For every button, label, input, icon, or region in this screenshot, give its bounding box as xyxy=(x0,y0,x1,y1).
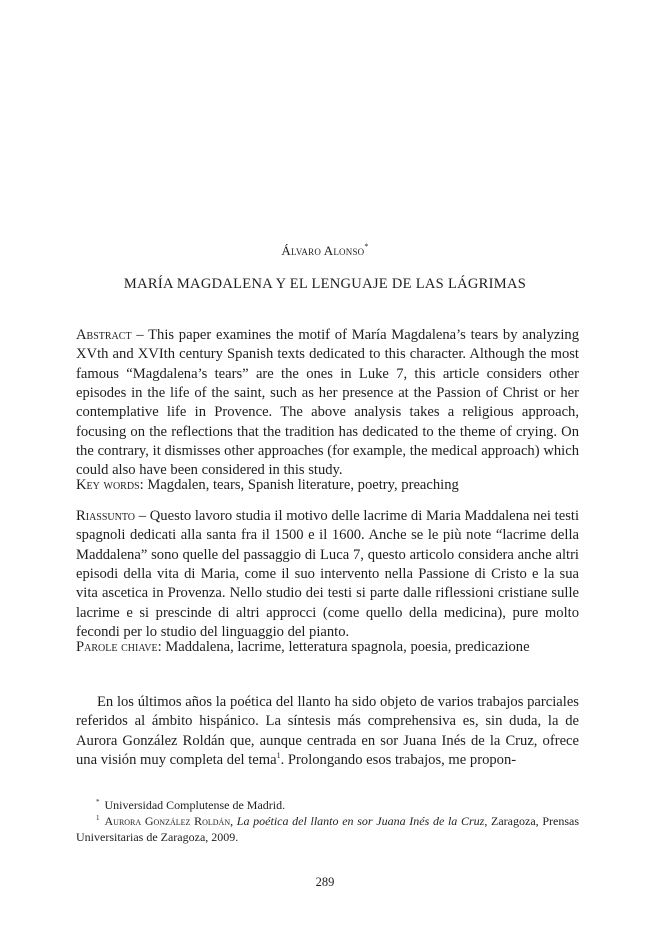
abstract-text: – This paper examines the motif of María Magdalena’s tears by analyzing XVth and XVIth century Spanish texts dedicated to this character. Although the most famous “Magdalena’s tears” are the ones in Luke 7, this article considers other episodes in the life of the saint, such as her presence at the Passion of Christ or her contemplative life in Provence. The above analysis takes a religious approach, focusing on the reflections that the tradition has dedicated to the theme of crying. On the contrary, it dismisses other approaches (for example, the medical approach) which could also have been considered in this study. xyxy=(76,327,579,479)
keywords-text: : Magdalen, tears, Spanish literature, poetry, preaching xyxy=(139,477,459,493)
footnote-affiliation xyxy=(76,797,579,813)
article-title: MARÍA MAGDALENA Y EL LENGUAJE DE LAS LÁGRIMAS xyxy=(123,276,527,292)
riassunto-text: – Questo lavoro studia il motivo delle lacrime di Maria Maddalena nei testi spagnoli dedicati alla santa fra il 1500 e il 1600. Anche se le più note “lacrime della Maddalena” sono quelle del passaggio di Luca 7, questo articolo considera anche altri episodi della vita di Maria, come il suo intervento nella Passione di Cristo e la sua vita ascetica in Provenza. Nello studio dei testi si parte dalle riflessioni cristiane sulle lacrime e si prescinde di altri approcci (come quello della medicina), pure molto fecondi per lo studio del linguaggio del pianto. xyxy=(76,508,579,641)
footnote-cited-title: La poética del llanto en sor Juana Inés de la Cruz xyxy=(236,814,485,828)
body-footnote-ref: 1 xyxy=(276,751,281,761)
footnote-1 xyxy=(76,813,579,845)
abstract-label: Abstract xyxy=(76,327,132,343)
parole-chiave-text: : Maddalena, lacrime, letteratura spagnola, poesia, predicazione xyxy=(157,639,530,655)
body-text-part1: En los últimos años la poética del llanto ha sido objeto de varios trabajos parciales referidos al ámbito hispánico. La síntesis más comprehensiva es, sin duda, la de Aurora González Roldán que, aunque centrada en sor Juana Inés de la Cruz, ofrece una visión muy completa del tema xyxy=(76,694,579,769)
parole-chiave-paragraph xyxy=(76,638,579,657)
author-line xyxy=(0,242,650,259)
keywords-paragraph xyxy=(76,476,579,495)
footnote-separator: , xyxy=(230,814,237,828)
footnote-text: Universidad Complutense de Madrid. xyxy=(104,798,286,812)
author-name: Álvaro Alonso xyxy=(281,243,365,258)
author-footnote-marker: * xyxy=(364,242,369,251)
footnotes xyxy=(76,797,579,845)
footnote-marker: * xyxy=(96,798,100,806)
riassunto-label: Riassunto xyxy=(76,508,136,524)
footnote-cited-author: Aurora González Roldán xyxy=(104,814,231,828)
footnote-citation-rest: , Zaragoza, Prensas Universitarias de Zaragoza, 2009. xyxy=(76,814,579,844)
parole-chiave-label: Parole chiave xyxy=(76,639,158,655)
keywords-label: Key words xyxy=(76,477,140,493)
footnote-marker: 1 xyxy=(96,814,100,822)
riassunto-paragraph xyxy=(76,507,579,642)
abstract-paragraph xyxy=(76,326,579,481)
body-paragraph xyxy=(76,693,579,770)
page-number: 289 xyxy=(315,875,335,889)
body-text-part2: . Prolongando esos trabajos, me propon- xyxy=(280,752,517,769)
